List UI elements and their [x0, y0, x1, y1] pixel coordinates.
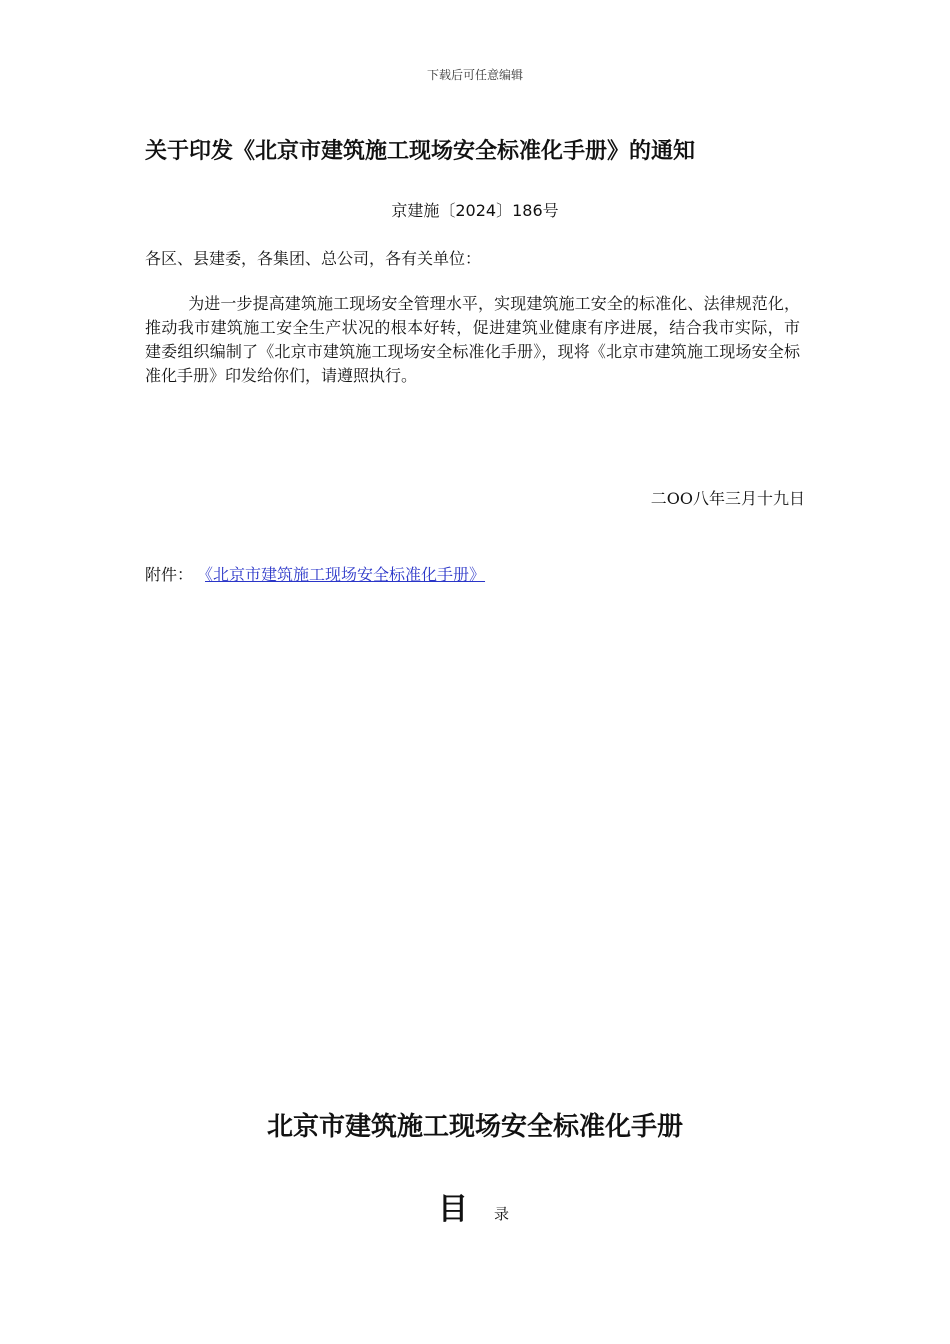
toc-heading-large: 目	[438, 1192, 468, 1227]
attachment-label: 附件：	[145, 565, 194, 584]
attachment-link[interactable]: 《北京市建筑施工现场安全标准化手册》	[205, 565, 486, 584]
toc-heading	[438, 1184, 509, 1228]
manual-title: 北京市建筑施工现场安全标准化手册	[266, 1112, 683, 1142]
header-note: 下载后可任意编辑	[426, 68, 523, 82]
toc-heading-small: 录	[494, 1205, 510, 1223]
issue-date: 二OO八年三月十九日	[650, 489, 805, 508]
recipients-line: 各区、县建委，各集团、总公司，各有关单位：	[145, 249, 482, 268]
notice-title: 关于印发《北京市建筑施工现场安全标准化手册》的通知	[145, 139, 696, 164]
attachment-line	[145, 562, 485, 585]
document-number: 京建施〔2024〕186号	[391, 201, 559, 220]
notice-body: 为进一步提高建筑施工现场安全管理水平，实现建筑施工安全的标准化、法律规范化，推动我市建筑施工安全生产状况的根本好转，促进建筑业健康有序进展，结合我市实际，市建委组织编制了《北京市建筑施工现场安全标准化手册》，现将《北京市建筑施工现场安全标准化手册》印发给你们，请遵照执行。	[145, 294, 800, 385]
